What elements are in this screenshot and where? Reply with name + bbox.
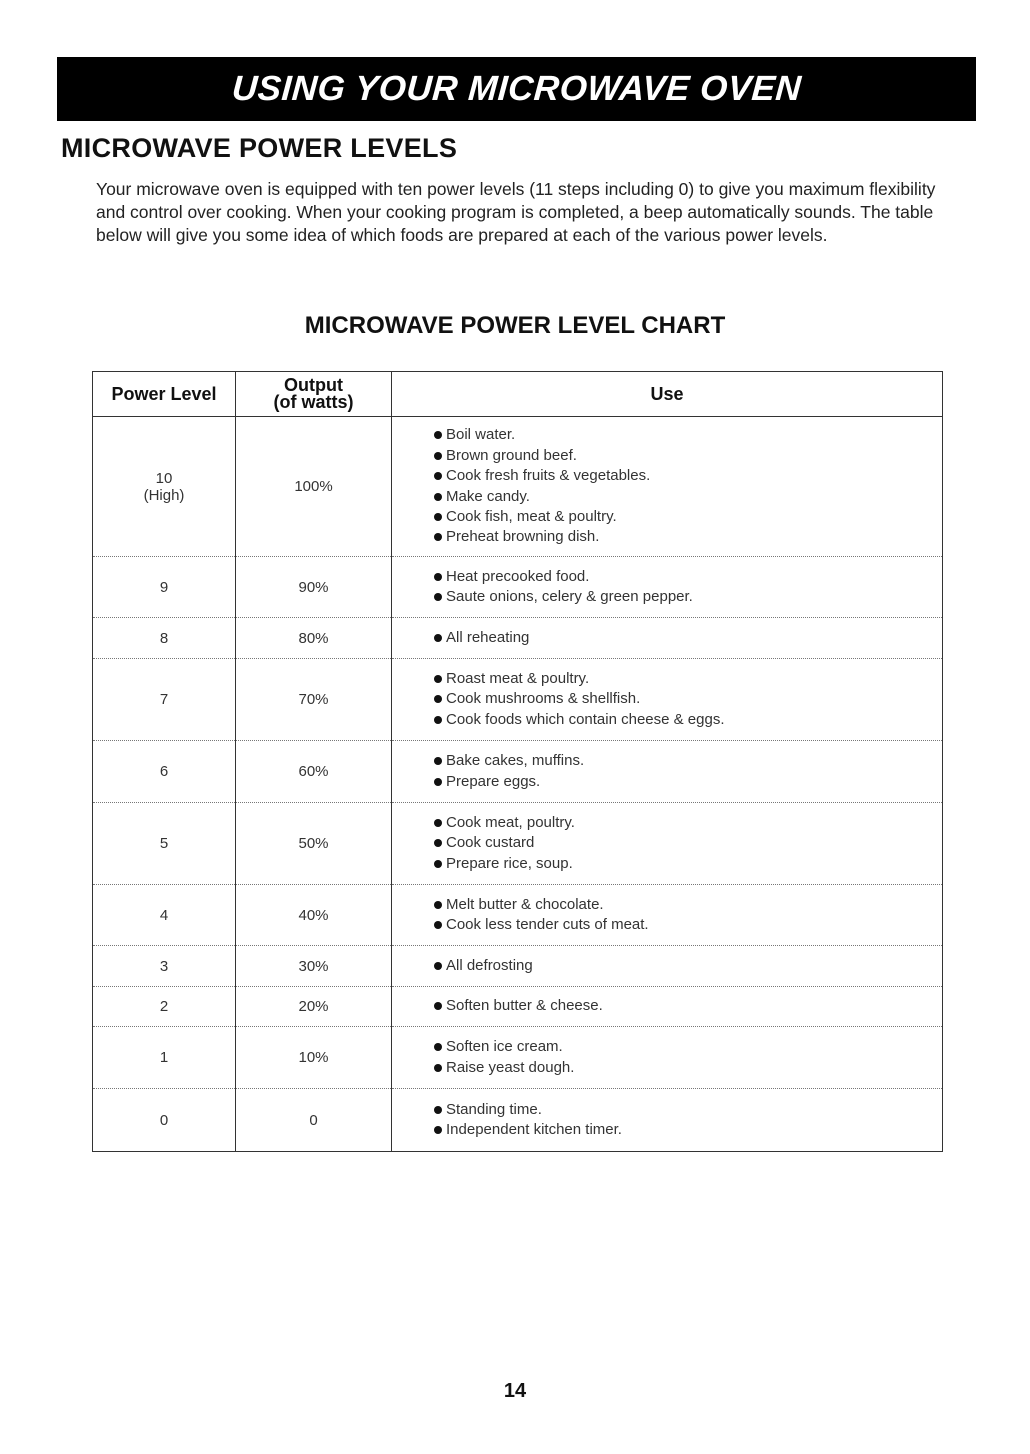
power-level-value: 7: [159, 691, 169, 708]
bullet-icon: [434, 493, 442, 501]
use-list: [434, 895, 942, 936]
use-item-text: Cook meat, poultry.: [446, 813, 575, 831]
bullet-icon: [434, 431, 442, 439]
table-row: [93, 987, 943, 1027]
use-list-item: [434, 587, 942, 607]
bullet-icon: [434, 513, 442, 521]
power-level-cell: [93, 557, 236, 618]
output-cell: 50%: [236, 803, 392, 885]
use-list: [434, 669, 942, 730]
table-row: [93, 1027, 943, 1089]
table-row: [93, 659, 943, 741]
use-item-text: Prepare rice, soup.: [446, 854, 573, 872]
use-item-text: Raise yeast dough.: [446, 1058, 575, 1076]
use-cell: [392, 417, 943, 557]
use-cell: [392, 618, 943, 659]
use-list: [434, 425, 942, 547]
use-item-text: Cook mushrooms & shellfish.: [446, 690, 641, 708]
bullet-icon: [434, 1106, 442, 1114]
use-cell: [392, 659, 943, 741]
output-cell: 20%: [236, 987, 392, 1027]
power-level-value: 10: [155, 469, 173, 487]
use-list-item: [434, 446, 942, 466]
output-cell: 30%: [236, 946, 392, 987]
table-row: [93, 885, 943, 946]
bullet-icon: [434, 962, 442, 970]
bullet-icon: [434, 1002, 442, 1010]
output-cell: 80%: [236, 618, 392, 659]
use-item-text: All reheating: [446, 628, 530, 646]
bullet-icon: [434, 573, 442, 581]
bullet-icon: [434, 1126, 442, 1134]
power-level-cell: [93, 1089, 236, 1152]
use-item-text: Cook fish, meat & poultry.: [446, 507, 617, 525]
output-cell: 90%: [236, 557, 392, 618]
power-level-value: 3: [159, 957, 169, 975]
use-item-text: Soften ice cream.: [446, 1038, 563, 1056]
power-level-value: 5: [159, 835, 169, 852]
bullet-icon: [434, 695, 442, 703]
use-item-text: Roast meat & poultry.: [446, 669, 590, 687]
use-item-text: Make candy.: [446, 487, 530, 505]
power-level-value: 0: [159, 1111, 169, 1129]
output-cell: 40%: [236, 885, 392, 946]
use-item-text: Saute onions, celery & green pepper.: [446, 588, 693, 605]
use-list-item: [434, 487, 942, 507]
use-list-item: [434, 772, 942, 792]
use-list-item: [434, 669, 942, 689]
use-list-item: [434, 567, 942, 587]
use-item-text: Heat precooked food.: [446, 567, 590, 585]
header-output-line2: (of watts): [273, 392, 354, 412]
power-level-value: 6: [159, 763, 169, 780]
table-row: [93, 1089, 943, 1152]
use-cell: [392, 1089, 943, 1152]
output-cell: 70%: [236, 659, 392, 741]
use-list: [434, 813, 942, 874]
use-list-item: [434, 689, 942, 709]
use-list-item: [434, 628, 942, 648]
use-list-item: [434, 425, 942, 445]
table-row: [93, 946, 943, 987]
use-item-text: Soften butter & cheese.: [446, 997, 603, 1015]
use-list: [434, 956, 942, 976]
use-list-item: [434, 813, 942, 833]
use-item-text: Preheat browning dish.: [446, 528, 600, 546]
bullet-icon: [434, 860, 442, 868]
bullet-icon: [434, 839, 442, 847]
banner-title: USING YOUR MICROWAVE OVEN: [230, 69, 803, 108]
use-list: [434, 996, 942, 1016]
table-row: [93, 417, 943, 557]
page-number: 14: [503, 1380, 527, 1402]
use-list-item: [434, 833, 942, 853]
power-level-cell: [93, 417, 236, 557]
power-level-cell: [93, 987, 236, 1027]
use-cell: [392, 987, 943, 1027]
use-list-item: [434, 751, 942, 771]
use-cell: [392, 803, 943, 885]
section-heading: MICROWAVE POWER LEVELS: [61, 133, 458, 163]
use-item-text: Cook fresh fruits & vegetables.: [446, 467, 651, 485]
table-row: [93, 618, 943, 659]
use-item-text: Standing time.: [446, 1100, 542, 1118]
bullet-icon: [434, 452, 442, 460]
table-row: [93, 803, 943, 885]
use-cell: [392, 946, 943, 987]
output-cell: 100%: [236, 417, 392, 557]
bullet-icon: [434, 1043, 442, 1051]
use-list: [434, 628, 942, 648]
bullet-icon: [434, 533, 442, 541]
table-body: [93, 417, 943, 1152]
use-list-item: [434, 1058, 942, 1078]
bullet-icon: [434, 675, 442, 683]
use-cell: [392, 885, 943, 946]
use-list-item: [434, 710, 942, 730]
power-level-cell: [93, 741, 236, 803]
use-list-item: [434, 1100, 942, 1120]
power-level-sublabel: (High): [143, 486, 185, 504]
use-item-text: Cook less tender cuts of meat.: [446, 916, 649, 933]
use-item-text: Cook custard: [446, 834, 535, 852]
power-level-cell: [93, 659, 236, 741]
use-item-text: Cook foods which contain cheese & eggs.: [446, 710, 725, 728]
use-list-item: [434, 507, 942, 527]
use-item-text: Independent kitchen timer.: [446, 1121, 622, 1138]
table-row: [93, 557, 943, 618]
power-level-cell: [93, 803, 236, 885]
bullet-icon: [434, 1064, 442, 1072]
header-use: Use: [392, 372, 943, 417]
bullet-icon: [434, 819, 442, 827]
bullet-icon: [434, 716, 442, 724]
use-list: [434, 567, 942, 608]
use-list-item: [434, 956, 942, 976]
output-cell: 60%: [236, 741, 392, 803]
use-cell: [392, 1027, 943, 1089]
bullet-icon: [434, 757, 442, 765]
use-item-text: Bake cakes, muffins.: [446, 752, 585, 770]
use-list-item: [434, 854, 942, 874]
bullet-icon: [434, 901, 442, 909]
use-list: [434, 1100, 942, 1141]
bullet-icon: [434, 778, 442, 786]
output-cell: 0: [236, 1089, 392, 1152]
header-output: [236, 372, 392, 417]
use-item-text: Boil water.: [446, 426, 516, 444]
use-item-text: Prepare eggs.: [446, 772, 541, 790]
power-level-value: 9: [159, 578, 169, 596]
power-level-table: [92, 371, 943, 1152]
use-cell: [392, 741, 943, 803]
use-list-item: [434, 915, 942, 935]
use-list-item: [434, 1120, 942, 1140]
use-cell: [392, 557, 943, 618]
bullet-icon: [434, 472, 442, 480]
table-header-row: [93, 372, 943, 417]
use-list-item: [434, 527, 942, 547]
bullet-icon: [434, 634, 442, 642]
use-item-text: All defrosting: [446, 956, 533, 974]
chart-title: MICROWAVE POWER LEVEL CHART: [304, 312, 726, 339]
power-level-value: 1: [159, 1049, 169, 1066]
use-list-item: [434, 1037, 942, 1057]
use-list-item: [434, 466, 942, 486]
header-output-line1: Output: [284, 375, 343, 395]
power-level-value: 8: [159, 629, 169, 647]
bullet-icon: [434, 593, 442, 601]
bullet-icon: [434, 921, 442, 929]
page-banner: [57, 57, 976, 121]
use-list: [434, 751, 942, 792]
power-level-cell: [93, 1027, 236, 1089]
output-cell: 10%: [236, 1027, 392, 1089]
power-level-cell: [93, 618, 236, 659]
power-level-cell: [93, 885, 236, 946]
use-list: [434, 1037, 942, 1078]
header-power-level: Power Level: [93, 372, 236, 417]
use-item-text: Brown ground beef.: [446, 446, 577, 464]
power-level-value: 4: [159, 906, 169, 924]
use-item-text: Melt butter & chocolate.: [446, 895, 604, 913]
use-list-item: [434, 996, 942, 1016]
intro-paragraph: Your microwave oven is equipped with ten power levels (11 steps including 0) to give you maximum flexibility and control over cooking. When your cooking program is completed, a beep automatically sounds. The table below will give you some idea of which foods are prepared at each of the various power levels.: [96, 179, 936, 245]
power-level-cell: [93, 946, 236, 987]
use-list-item: [434, 895, 942, 915]
power-level-value: 2: [159, 998, 169, 1015]
table-row: [93, 741, 943, 803]
